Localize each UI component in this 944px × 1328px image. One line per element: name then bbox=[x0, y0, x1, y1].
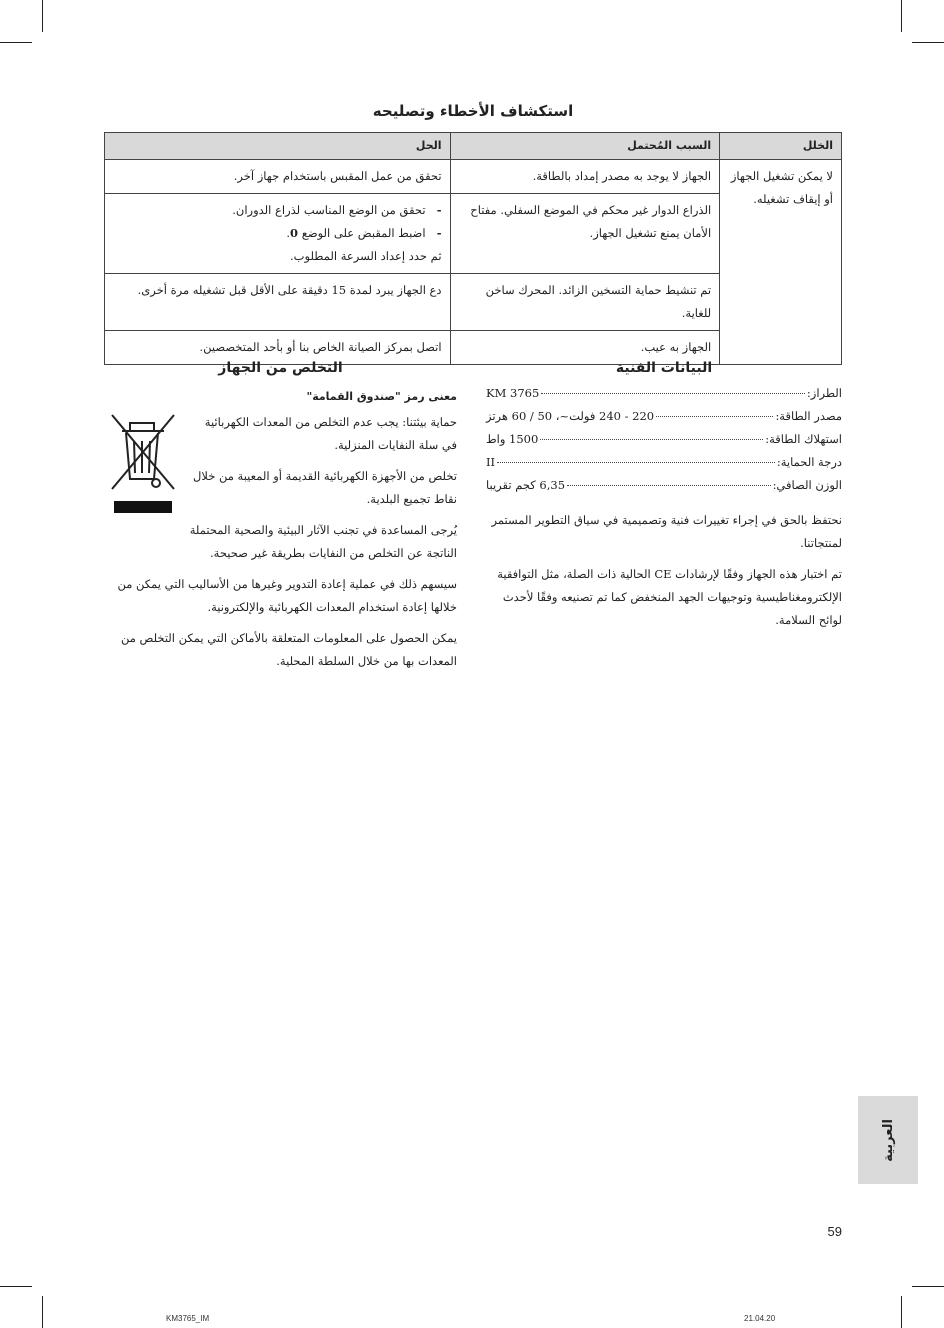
header-cause: السبب المُحتمل bbox=[450, 133, 720, 160]
dot-leader bbox=[497, 462, 775, 463]
cause-cell: الجهاز لا يوجد به مصدر إمداد بالطاقة. bbox=[450, 160, 720, 194]
ce-note: تم اختبار هذه الجهاز وفقًا لإرشادات CE الحالية ذات الصلة، مثل التوافقية الإلكترومغناطيسية وتوجيهات الجهد المنخفض كما تم تصنيعه وفقًا لأحدث لوائح السلامة. bbox=[497, 567, 842, 627]
spec-value: 1500 واط bbox=[486, 432, 539, 446]
disposal-section bbox=[104, 386, 457, 681]
spec-label: الطراز: bbox=[806, 386, 842, 400]
list-item-text: اضبط المقبض على الوضع bbox=[301, 226, 426, 240]
disposal-paragraph: يُرجى المساعدة في تجنب الآثار البيئية والصحية المحتملة الناتجة عن التخلص من النفايات بطريقة غير صحيحة. bbox=[189, 523, 457, 560]
disposal-heading: التخلص من الجهاز bbox=[218, 360, 343, 376]
solution-cell: دع الجهاز يبرد لمدة 15 دقيقة على الأقل قبل تشغيله مرة أخرى. bbox=[105, 274, 451, 331]
dot-leader bbox=[656, 416, 773, 417]
troubleshooting-table bbox=[104, 132, 842, 365]
table-header-row bbox=[105, 133, 842, 160]
black-bar bbox=[114, 501, 172, 513]
crop-mark bbox=[912, 1286, 944, 1287]
bin-text bbox=[188, 411, 457, 573]
list-item: - اضبط المقبض على الوضع 0. bbox=[113, 222, 426, 245]
crop-mark bbox=[901, 1296, 902, 1328]
bin-block bbox=[104, 411, 457, 573]
language-tab bbox=[858, 1096, 918, 1184]
spec-label: مصدر الطاقة: bbox=[775, 409, 842, 423]
cause-cell: الجهاز به عيب. bbox=[450, 331, 720, 365]
dot-leader bbox=[540, 439, 763, 440]
header-solution: الحل bbox=[105, 133, 451, 160]
disposal-paragraph: يمكن الحصول على المعلومات المتعلقة بالأماكن التي يمكن التخلص من المعدات بها من خلال السلطة المحلية. bbox=[120, 631, 457, 668]
table-row bbox=[105, 160, 842, 194]
footer-code: KM3765_IM bbox=[166, 1314, 210, 1323]
spec-row bbox=[486, 478, 842, 501]
wheelie-bin-icon bbox=[104, 411, 182, 573]
disposal-paragraph: حماية بيئتنا: يجب عدم التخلص من المعدات الكهربائية في سلة النفايات المنزلية. bbox=[204, 415, 457, 452]
spec-label: الوزن الصافي: bbox=[772, 478, 842, 492]
technical-data-heading: البيانات الفنية bbox=[615, 360, 713, 376]
spec-row bbox=[486, 455, 842, 478]
spec-value: 220 - 240 فولت~، 50 / 60 هرتز bbox=[486, 409, 655, 423]
solution-cell: تحقق من عمل المقبس باستخدام جهاز آخر. bbox=[105, 160, 451, 194]
technical-data-section bbox=[486, 386, 842, 632]
position-value: 0 bbox=[290, 226, 299, 240]
cause-cell: تم تنشيط حماية التسخين الزائد. المحرك ساخن للغاية. bbox=[450, 274, 720, 331]
solution-cell: اتصل بمركز الصيانة الخاص بنا أو بأحد المتخصصين. bbox=[105, 331, 451, 365]
spec-row bbox=[486, 432, 842, 455]
crop-mark bbox=[0, 1286, 32, 1287]
language-label: العربية bbox=[880, 1118, 896, 1162]
dot-leader bbox=[567, 485, 771, 486]
spec-label: استهلاك الطاقة: bbox=[765, 432, 842, 446]
spec-value: II bbox=[486, 455, 496, 469]
cause-cell: الذراع الدوار غير محكم في الموضع السفلي. مفتاح الأمان يمنع تشغيل الجهاز. bbox=[450, 194, 720, 274]
crop-mark bbox=[901, 0, 902, 32]
crop-mark bbox=[912, 42, 944, 43]
disposal-paragraph: تخلص من الأجهزة الكهربائية القديمة أو المعيبة من خلال نقاط تجميع البلدية. bbox=[192, 469, 457, 506]
footer-date: 21.04.20 bbox=[744, 1314, 776, 1323]
technical-note: نحتفظ بالحق في إجراء تغييرات فنية وتصميمية في سياق التطوير المستمر لمنتجاتنا. bbox=[491, 513, 842, 550]
spec-value: KM 3765 bbox=[486, 386, 540, 400]
header-fault: الخلل bbox=[720, 133, 842, 160]
solution-list bbox=[113, 199, 442, 245]
disposal-subheading: معنى رمز "صندوق القمامة" bbox=[306, 390, 457, 403]
spec-row bbox=[486, 386, 842, 409]
spec-row bbox=[486, 409, 842, 432]
spec-label: درجة الحماية: bbox=[776, 455, 842, 469]
spec-value: 6,35 كجم تقريبا bbox=[486, 478, 566, 492]
page-title: استكشاف الأخطاء وتصليحه bbox=[372, 102, 574, 120]
page-number: 59 bbox=[827, 1224, 842, 1239]
list-item: - تحقق من الوضع المناسب لذراع الدوران. bbox=[113, 199, 426, 222]
crop-mark bbox=[0, 42, 32, 43]
dot-leader bbox=[541, 393, 805, 394]
crop-mark bbox=[42, 1296, 43, 1328]
crop-mark bbox=[42, 0, 43, 32]
solution-tail: ثم حدد إعداد السرعة المطلوب. bbox=[290, 249, 442, 263]
solution-cell bbox=[105, 194, 451, 274]
fault-cell: لا يمكن تشغيل الجهاز أو إيقاف تشغيله. bbox=[720, 160, 842, 365]
disposal-paragraph: سيسهم ذلك في عملية إعادة التدوير وغيرها من الأساليب التي يمكن من خلالها إعادة استخدام المعدات الكهربائية والإلكترونية. bbox=[117, 577, 457, 614]
